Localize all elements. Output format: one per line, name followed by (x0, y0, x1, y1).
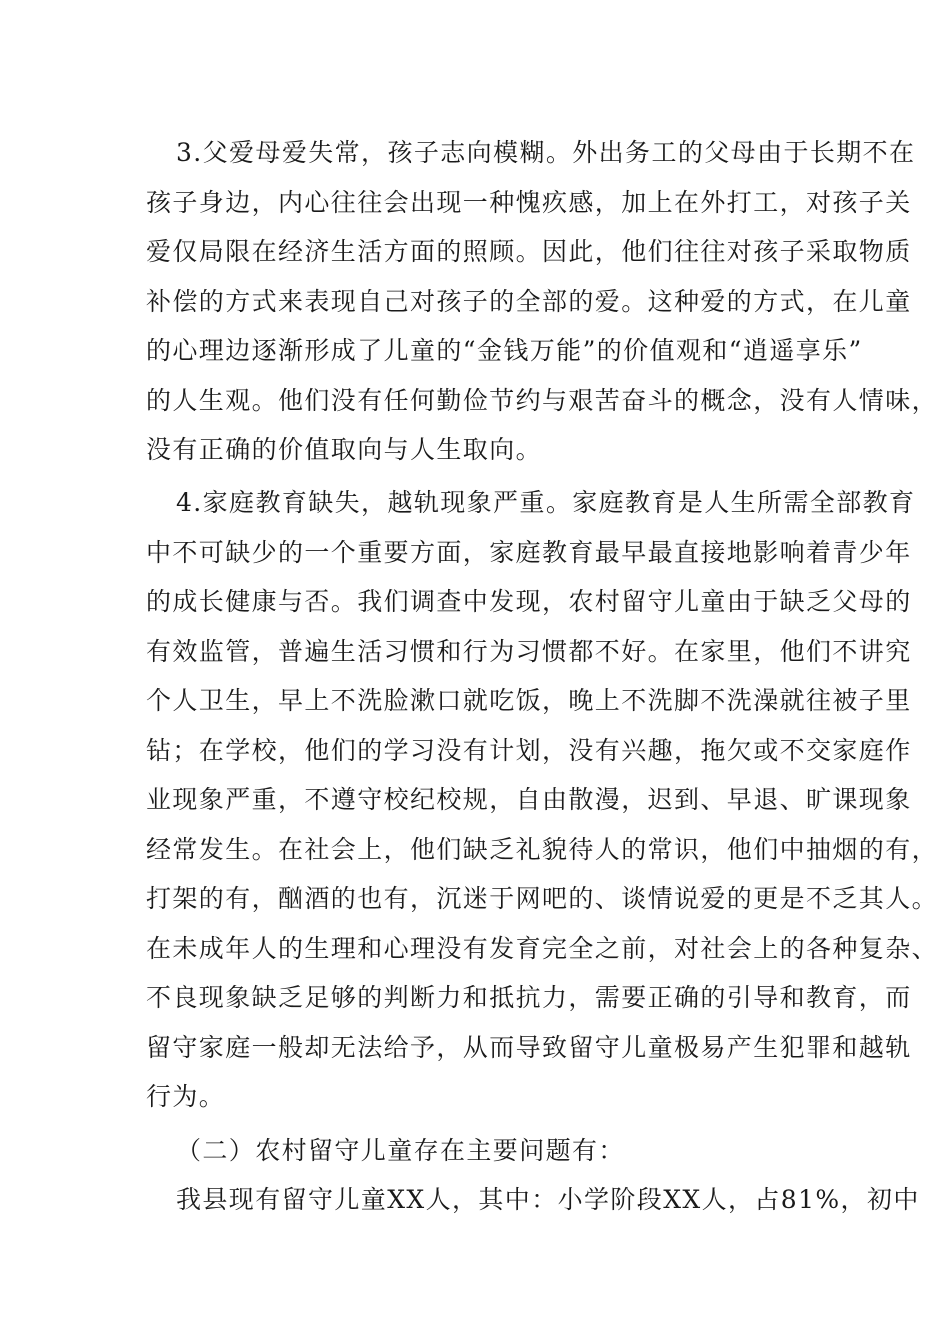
text-line: 中不可缺少的一个重要方面，家庭教育最早最直接地影响着青少年 (146, 537, 912, 567)
text-line: 钻；在学校，他们的学习没有计划，没有兴趣，拖欠或不交家庭作 (146, 735, 912, 765)
text-line: 经常发生。在社会上，他们缺乏礼貌待人的常识，他们中抽烟的有， (146, 834, 939, 864)
text-line: 不良现象缺乏足够的判断力和抵抗力，需要正确的引导和教育，而 (146, 983, 912, 1012)
text-line: 有效监管，普遍生活习惯和行为习惯都不好。在家里，他们不讲究 (146, 636, 912, 666)
text-line: 的人生观。他们没有任何勤俭节约与艰苦奋斗的概念，没有人情味， (146, 385, 939, 415)
text-line: 的成长健康与否。我们调查中发现，农村留守儿童由于缺乏父母的 (146, 587, 912, 616)
section-heading-text: （二）农村留守儿童存在主要问题有： (176, 1136, 625, 1165)
paragraph-statistics (146, 1175, 920, 1225)
text-line: 留守家庭一般却无法给予，从而导致留守儿童极易产生犯罪和越轨 (146, 1032, 912, 1062)
text-line: 没有正确的价值取向与人生取向。 (146, 435, 543, 464)
text-line: 我县现有留守儿童XX人，其中：小学阶段XX人，占81%，初中 (176, 1185, 920, 1214)
paragraph-parental-love (146, 128, 939, 475)
text-line: 补偿的方式来表现自己对孩子的全部的爱。这种爱的方式，在儿童 (146, 286, 912, 316)
text-line: 爱仅局限在经济生活方面的照顾。因此，他们往往对孩子采取物质 (146, 237, 912, 266)
paragraph-family-education (146, 478, 939, 1122)
text-line: 个人卫生，早上不洗脸漱口就吃饭，晚上不洗脚不洗澡就往被子里 (146, 686, 912, 715)
text-line: 4.家庭教育缺失，越轨现象严重。家庭教育是人生所需全部教育 (176, 488, 916, 517)
section-heading (146, 1126, 816, 1176)
text-line: 在未成年人的生理和心理没有发育完全之前，对社会上的各种复杂、 (146, 933, 939, 963)
text-line: 孩子身边，内心往往会出现一种愧疚感，加上在外打工，对孩子关 (146, 187, 912, 217)
text-line: 的心理边逐渐形成了儿童的“金钱万能”的价值观和“逍遥享乐” (146, 336, 863, 365)
text-line: 业现象严重，不遵守校纪校规，自由散漫，迟到、早退、旷课现象 (146, 785, 912, 814)
text-line: 打架的有，酗酒的也有，沉迷于网吧的、谈情说爱的更是不乏其人。 (146, 884, 939, 913)
text-line: 行为。 (146, 1082, 226, 1111)
text-line: 3.父爱母爱失常，孩子志向模糊。外出务工的父母由于长期不在 (176, 138, 916, 167)
